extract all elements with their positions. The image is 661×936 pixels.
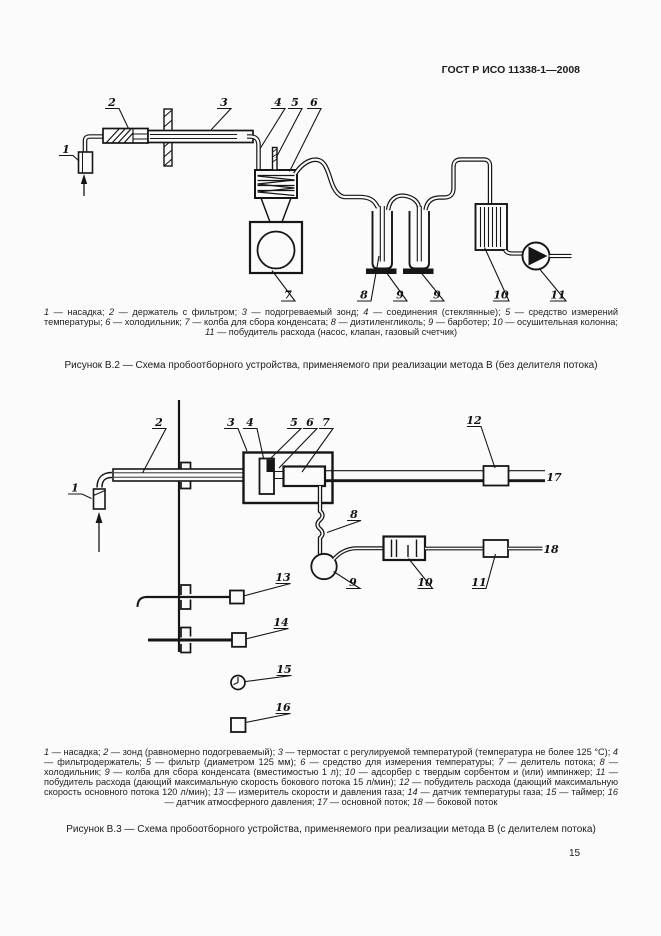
- gas-flow-arrow: [81, 174, 87, 184]
- callout-4: 4: [274, 96, 282, 109]
- thermometer: [273, 148, 278, 171]
- callout-9: 9: [349, 576, 357, 589]
- figure-b3-diagram: [65, 400, 575, 740]
- atmospheric-pressure-sensor: [231, 718, 246, 732]
- main-flow-line: [325, 466, 545, 486]
- callout-7: 7: [284, 288, 292, 302]
- callout-11: 11: [550, 288, 566, 302]
- figure-b2-diagram: [55, 90, 580, 308]
- column-outlet-pipe: [505, 250, 524, 254]
- nozzle: [79, 137, 105, 197]
- callout-17-main-flow: 17: [546, 471, 562, 484]
- callout-4: 4: [246, 416, 254, 429]
- callout-5: 5: [290, 416, 298, 429]
- flow-pump: [523, 243, 550, 270]
- callout-9a: 9: [396, 288, 404, 302]
- condenser: [255, 148, 297, 199]
- callout-18-side-flow: 18: [543, 543, 559, 556]
- side-flow-line: [311, 486, 542, 579]
- standard-header: ГОСТ Р ИСО 11338-1—2008: [441, 64, 580, 76]
- impinger-1: [366, 206, 397, 274]
- callout-3: 3: [227, 416, 235, 429]
- callout-16: 16: [275, 701, 291, 714]
- condenser-outlet-pipe: [295, 160, 378, 208]
- filter-holder: [260, 459, 275, 495]
- duct-wall: [179, 400, 191, 653]
- callout-8: 8: [360, 288, 368, 302]
- timer: [231, 676, 245, 690]
- callout-7: 7: [322, 416, 330, 429]
- callout-15: 15: [276, 663, 292, 676]
- gas-temperature-sensor-line: [148, 633, 246, 647]
- callout-10: 10: [417, 576, 433, 589]
- callout-5: 5: [291, 96, 299, 109]
- riser-pipe: [426, 160, 491, 211]
- callout-12: 12: [466, 414, 482, 427]
- callout-6: 6: [306, 416, 314, 429]
- figure-b2-legend: 1 — насадка; 2 — держатель с фильтром; 3 — подогреваемый зонд; 4 — соединения (стеклянные); 5 — средство измерений температуры; 6 — холодильник; 7 — колба для сбора конденсата; 8 — диэтиленгликоль; 9 — барботер; 10 — осушительная колонна; 11 — побудитель расхода (насос, клапан, газовый счетчик): [44, 307, 618, 337]
- callout-11: 11: [471, 576, 487, 589]
- temperature-sensor: [232, 633, 246, 647]
- main-flow-pump: [484, 466, 509, 486]
- figure-b3-legend: 1 — насадка; 2 — зонд (равномерно подогреваемый); 3 — термостат с регулируемой температурой (температура не более 125 °С); 4 — фильтродержатель; 5 — фильтр (диаметром 125 мм); 6 — средство для измерения температуры; 7 — делитель потока; 8 — холодильник; 9 — колба для сбора конденсата (вместимостью 1 л); 10 — адсорбер с твердым сорбентом и (или) импинжер; 11 — побудитель расхода (дающий максимальную скорость бокового потока 15 л/мин); 12 — побудитель расхода (дающий максимальную скорость основного потока 120 л/мин); 13 — измеритель скорости и давления газа; 14 — датчик температуры газа; 15 — таймер; 16 — датчик атмосферного давления; 17 — основной поток; 18 — боковой поток: [44, 747, 619, 807]
- filter: [267, 460, 275, 473]
- figure-b2-title: Рисунок В.2 — Схема пробоотборного устройства, применяемого при реализации метода В (без делителя потока): [64, 360, 598, 371]
- callout-13: 13: [275, 571, 291, 584]
- callout-8: 8: [350, 508, 358, 521]
- heated-probe: [148, 131, 253, 143]
- callout-10: 10: [493, 288, 509, 302]
- callout-2: 2: [155, 416, 163, 429]
- drying-column: [476, 204, 508, 250]
- callout-6: 6: [310, 96, 318, 109]
- callout-9b: 9: [433, 288, 441, 302]
- figure-b3-title: Рисунок В.3 — Схема пробоотборного устройства, применяемого при реализации метода В (с делителем потока): [66, 824, 596, 835]
- callout-2: 2: [108, 96, 116, 109]
- page-number: 15: [569, 848, 581, 859]
- callout-3: 3: [220, 96, 228, 109]
- adsorber: [384, 537, 426, 561]
- condensate-flask: [250, 222, 302, 273]
- impinger-2: [403, 206, 434, 274]
- callout-1: 1: [62, 143, 70, 156]
- filter-holder: [103, 129, 148, 144]
- velocity-pressure-meter: [230, 591, 244, 604]
- nozzle: [94, 489, 106, 552]
- impinger-connecting-pipe: [388, 196, 419, 210]
- callout-1: 1: [71, 481, 79, 495]
- gas-flow-arrow: [96, 512, 103, 523]
- callout-14: 14: [273, 616, 289, 629]
